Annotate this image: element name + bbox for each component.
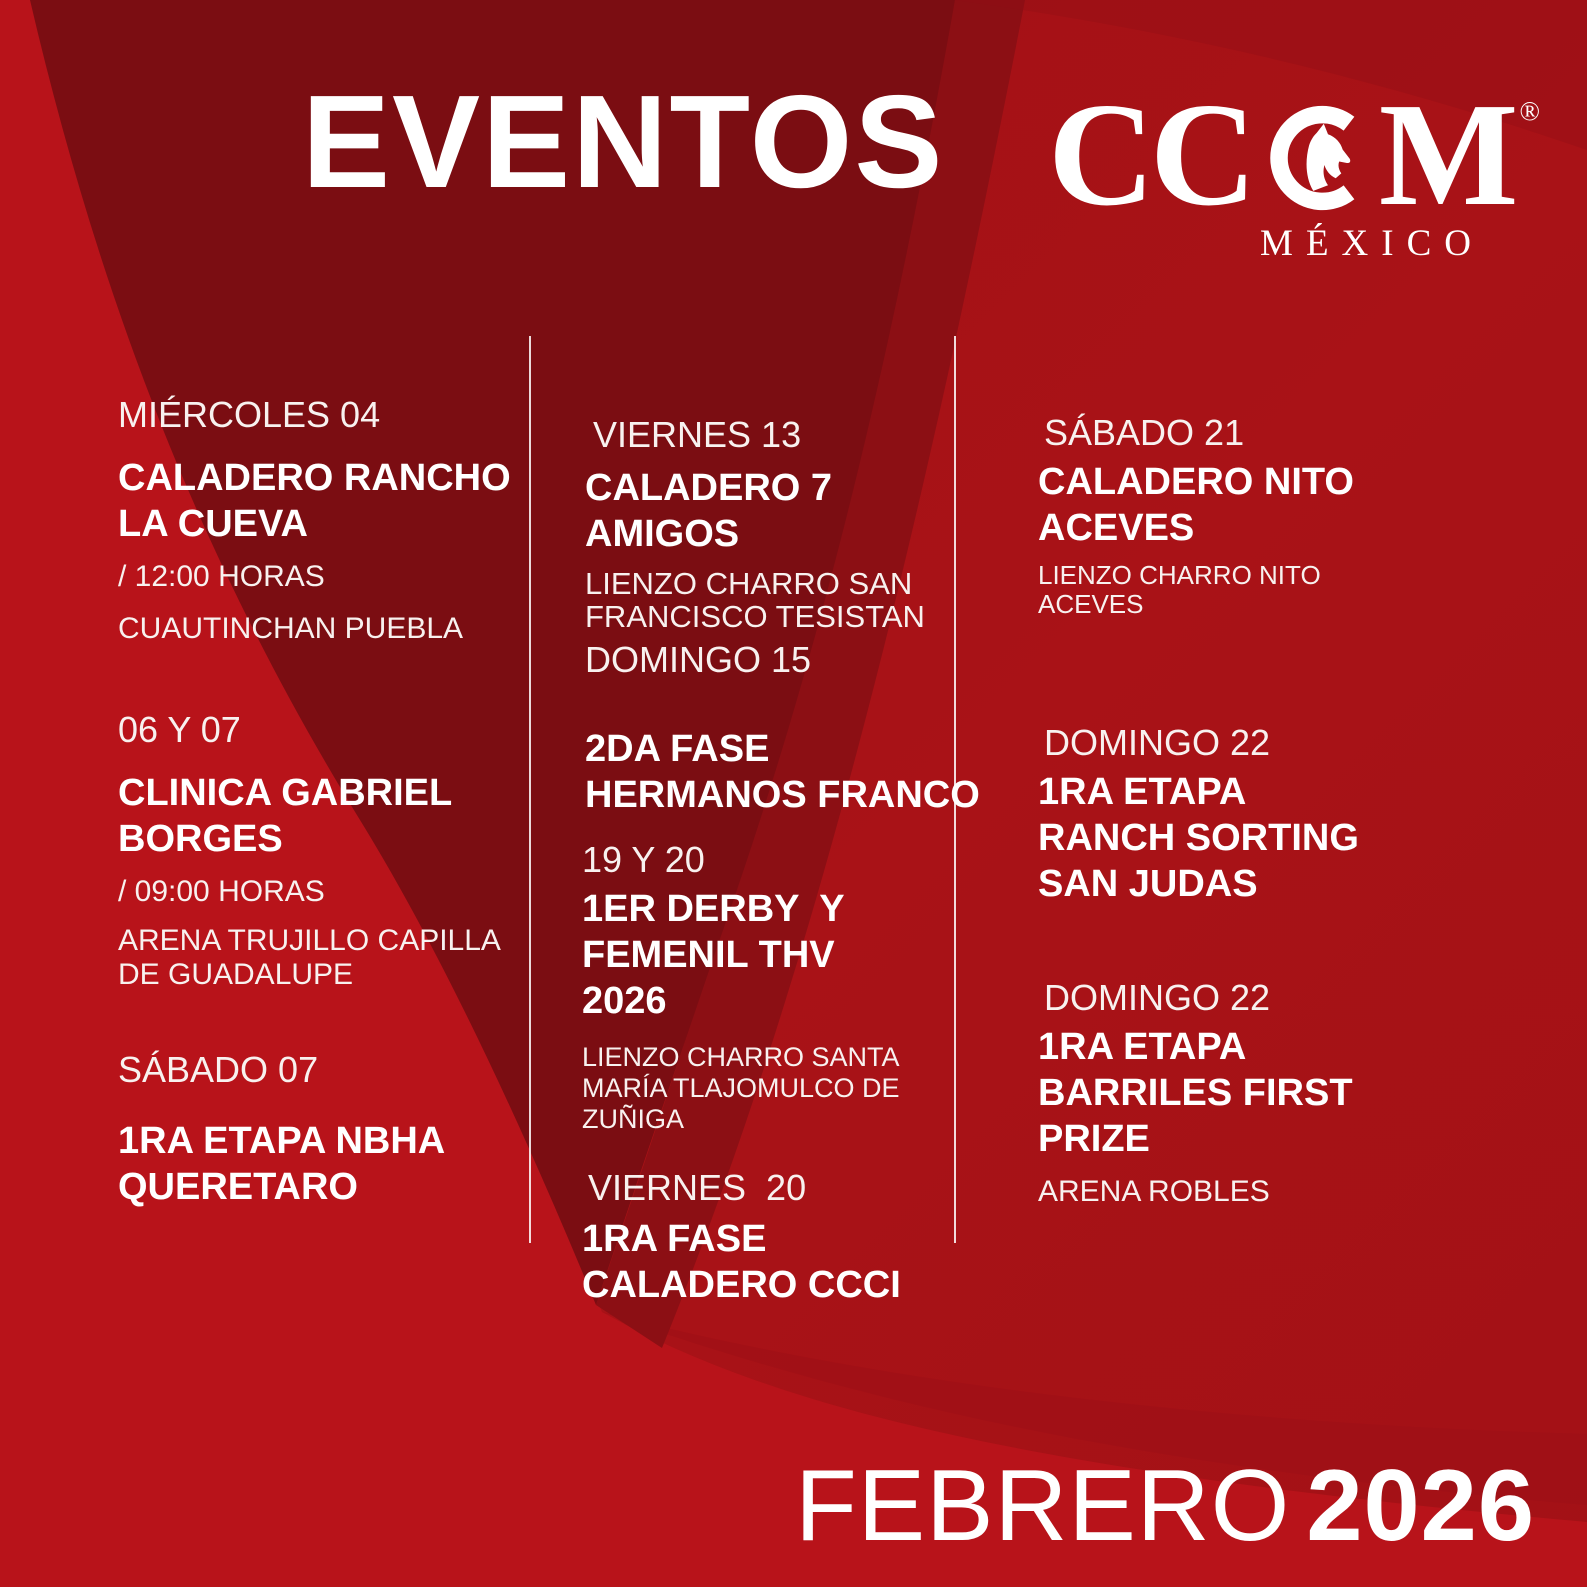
event-title-line: AMIGOS: [585, 513, 740, 555]
logo-letters-cc: CC: [1048, 73, 1252, 237]
event-title-line: CALADERO RANCHO: [118, 457, 511, 499]
event-title-line: SAN JUDAS: [1038, 863, 1258, 905]
event-title-line: LA CUEVA: [118, 503, 308, 545]
event-location: ARENA TRUJILLO CAPILLA: [118, 924, 501, 957]
event-title-line: PRIZE: [1038, 1118, 1150, 1160]
event-day: SÁBADO 21: [1044, 412, 1245, 453]
event-nbha-queretaro: [118, 1048, 445, 1210]
footer-month-year: [795, 1450, 1535, 1562]
event-2da-fase-hermanos-franco: [585, 638, 980, 818]
event-title-line: RANCH SORTING: [1038, 817, 1359, 859]
event-barriles-first-prize: [1038, 976, 1353, 1210]
event-location: ACEVES: [1038, 589, 1144, 619]
cccm-logo-wordmark: [1048, 73, 1540, 237]
event-day: MIÉRCOLES 04: [118, 394, 381, 435]
footer-year: 2026: [1306, 1450, 1535, 1562]
event-title-line: 1RA FASE: [582, 1218, 767, 1260]
event-clinica-gabriel-borges: [118, 708, 501, 992]
event-title-line: BARRILES FIRST: [1038, 1072, 1353, 1114]
event-location: LIENZO CHARRO NITO: [1038, 560, 1321, 590]
cccm-logo: [1048, 73, 1540, 265]
event-day: DOMINGO 22: [1044, 722, 1271, 763]
logo-letter-m: M: [1378, 73, 1514, 237]
event-location: ARENA ROBLES: [1038, 1175, 1270, 1208]
event-day: 06 Y 07: [118, 709, 241, 750]
event-caladero-7-amigos: [585, 413, 925, 633]
event-title-line: 1RA ETAPA NBHA: [118, 1120, 446, 1162]
event-location: FRANCISCO TESISTAN: [585, 599, 925, 634]
event-title-line: QUERETARO: [118, 1166, 358, 1208]
event-day: DOMINGO 15: [585, 639, 812, 680]
event-location: CUAUTINCHAN PUEBLA: [118, 612, 464, 645]
event-title-line: 1RA ETAPA: [1038, 1026, 1247, 1068]
event-caladero-nito-aceves: [1038, 411, 1354, 619]
event-time: / 09:00 HORAS: [118, 875, 325, 908]
registered-trademark-icon: ®: [1519, 96, 1540, 126]
event-title-line: CALADERO CCCI: [582, 1264, 901, 1306]
event-title-line: 1ER DERBY Y: [582, 888, 845, 930]
event-time: / 12:00 HORAS: [118, 560, 325, 593]
event-title-line: ACEVES: [1038, 507, 1195, 549]
event-caladero-rancho-la-cueva: [118, 393, 511, 647]
event-derby-femenil-thv: [582, 838, 900, 1135]
event-title-line: FEMENIL THV: [582, 934, 835, 976]
horse-head-icon: [1258, 102, 1377, 214]
event-location: MARÍA TLAJOMULCO DE: [582, 1073, 900, 1103]
event-location: LIENZO CHARRO SANTA: [582, 1042, 900, 1072]
event-title-line: CALADERO NITO: [1038, 461, 1354, 503]
event-title-line: BORGES: [118, 818, 283, 860]
event-title-line: 2DA FASE: [585, 728, 770, 770]
event-title-line: CALADERO 7: [585, 467, 833, 509]
event-location: DE GUADALUPE: [118, 958, 354, 991]
event-title-line: HERMANOS FRANCO: [585, 774, 980, 816]
event-location: ZUÑIGA: [582, 1104, 685, 1134]
logo-country-label: MÉXICO: [1260, 223, 1484, 264]
event-day: VIERNES 20: [588, 1167, 807, 1208]
event-day: DOMINGO 22: [1044, 977, 1271, 1018]
event-title-line: 1RA ETAPA: [1038, 771, 1247, 813]
event-ranch-sorting-san-judas: [1038, 721, 1359, 907]
event-location: LIENZO CHARRO SAN: [585, 566, 913, 601]
column-divider-1: [529, 336, 531, 1243]
page-title: EVENTOS: [302, 68, 945, 215]
event-day: VIERNES 13: [593, 414, 802, 455]
event-1ra-fase-caladero-ccci: [582, 1166, 901, 1308]
event-title-line: CLINICA GABRIEL: [118, 772, 453, 814]
event-title-line: 2026: [582, 980, 667, 1022]
event-day: 19 Y 20: [582, 839, 705, 880]
event-day: SÁBADO 07: [118, 1049, 319, 1090]
footer-month: FEBRERO: [795, 1450, 1291, 1562]
